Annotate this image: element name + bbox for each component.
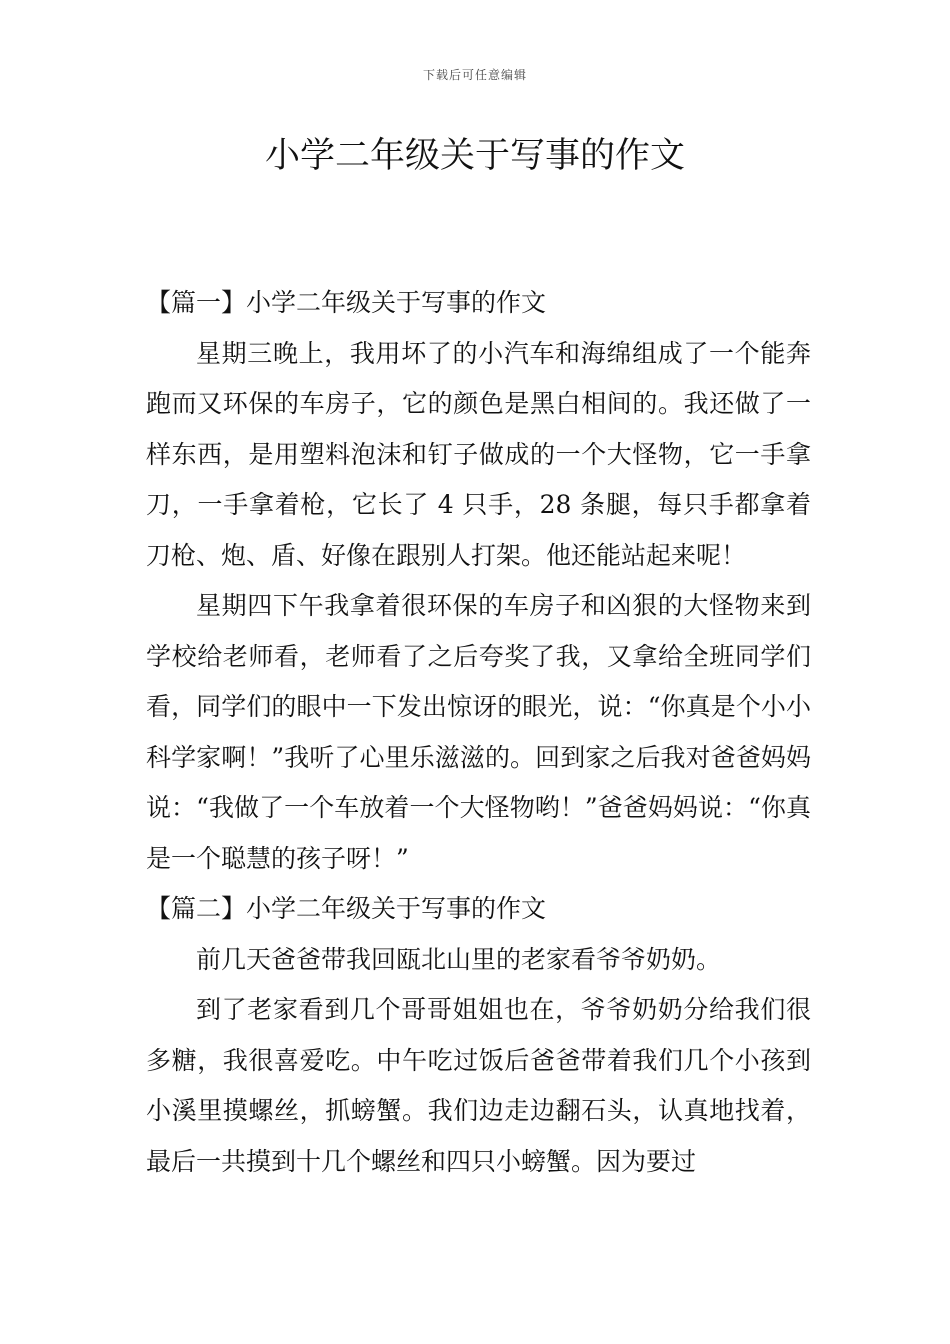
section-heading-1: 【篇一】小学二年级关于写事的作文 <box>146 288 547 317</box>
paragraph: 到了老家看到几个哥哥姐姐也在，爷爷奶奶分给我们很多糖，我很喜爱吃。中午吃过饭后爸爸带着我们几个小孩到小溪里摸螺丝，抓螃蟹。我们边走边翻石头，认真地找着，最后一共摸到十几个螺丝和四只小螃蟹。因为要过 <box>146 995 811 1176</box>
section-heading-2: 【篇二】小学二年级关于写事的作文 <box>146 894 547 923</box>
paragraph: 前几天爸爸带我回瓯北山里的老家看爷爷奶奶。 <box>196 944 722 974</box>
paragraph: 星期三晚上，我用坏了的小汽车和海绵组成了一个能奔跑而又环保的车房子，它的颜色是黑白相间的。我还做了一样东西，是用塑料泡沫和钉子做成的一个大怪物，它一手拿刀，一手拿着枪，它长了 4 只手，28 条腿，每只手都拿着刀枪、炮、盾、好像在跟别人打架。他还能站起来呢！ <box>146 338 811 570</box>
header-note: 下载后可任意编辑 <box>422 68 527 82</box>
document-title: 小学二年级关于写事的作文 <box>264 136 685 176</box>
document-body <box>146 278 811 1187</box>
paragraph: 星期四下午我拿着很环保的车房子和凶狠的大怪物来到学校给老师看，老师看了之后夸奖了我，又拿给全班同学们看，同学们的眼中一下发出惊讶的眼光，说：“你真是个小小科学家啊！”我听了心里乐滋滋的。回到家之后我对爸爸妈妈说：“我做了一个车放着一个大怪物哟！”爸爸妈妈说：“你真是一个聪慧的孩子呀！” <box>146 591 811 873</box>
